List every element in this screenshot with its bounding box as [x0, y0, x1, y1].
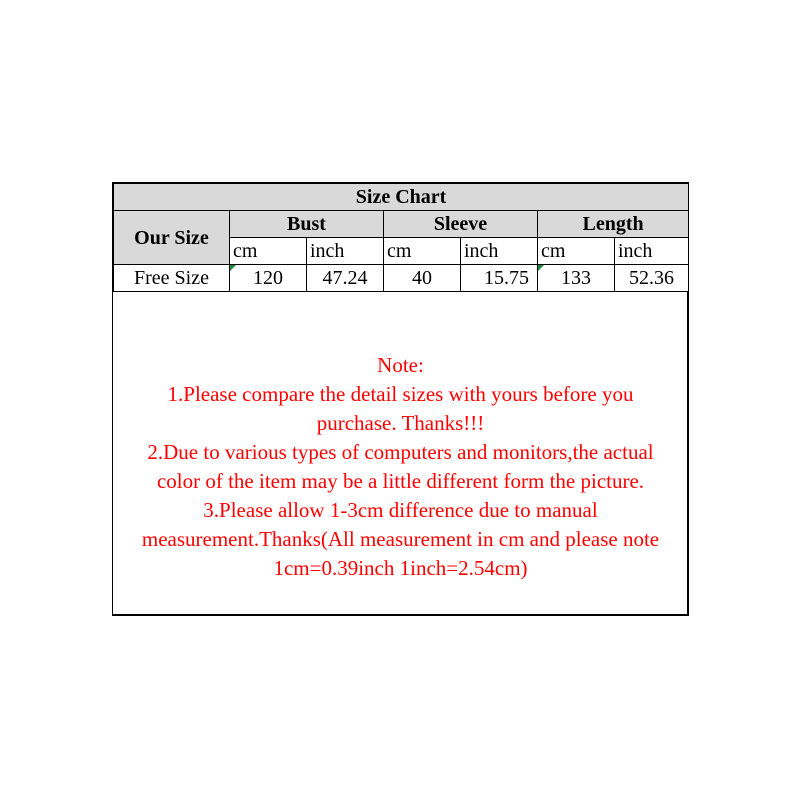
our-size-header: Our Size [114, 211, 230, 265]
bust-cm-unit: cm [230, 238, 307, 265]
length-header: Length [538, 211, 689, 238]
sleeve-header: Sleeve [384, 211, 538, 238]
length-cm-unit: cm [538, 238, 615, 265]
table-row [114, 265, 689, 292]
sleeve-inch-value: 15.75 [461, 265, 538, 292]
note-line: 1.Please compare the detail sizes with yours before you [167, 382, 634, 406]
bust-inch-value: 47.24 [307, 265, 384, 292]
size-label-cell: Free Size [114, 265, 230, 292]
size-chart-table [113, 183, 689, 292]
bust-header: Bust [230, 211, 384, 238]
note-line: measurement.Thanks(All measurement in cm and please note [141, 527, 660, 551]
note-line: 1cm=0.39inch 1inch=2.54cm) [273, 556, 528, 580]
sleeve-cm-value: 40 [384, 265, 461, 292]
bust-cm-value: 120 [230, 265, 307, 292]
note-block [113, 351, 688, 583]
length-inch-unit: inch [615, 238, 689, 265]
sleeve-inch-unit: inch [461, 238, 538, 265]
note-line: purchase. Thanks!!! [316, 411, 485, 435]
length-cm-value: 133 [538, 265, 615, 292]
bust-inch-unit: inch [307, 238, 384, 265]
note-line: color of the item may be a little different form the picture. [156, 469, 645, 493]
note-line: 3.Please allow 1-3cm difference due to manual [203, 498, 598, 522]
size-chart-title: Size Chart [114, 184, 689, 211]
size-chart-card [112, 182, 689, 616]
sleeve-cm-unit: cm [384, 238, 461, 265]
length-inch-value: 52.36 [615, 265, 689, 292]
note-heading: Note: [377, 353, 424, 377]
note-line: 2.Due to various types of computers and monitors,the actual [147, 440, 654, 464]
